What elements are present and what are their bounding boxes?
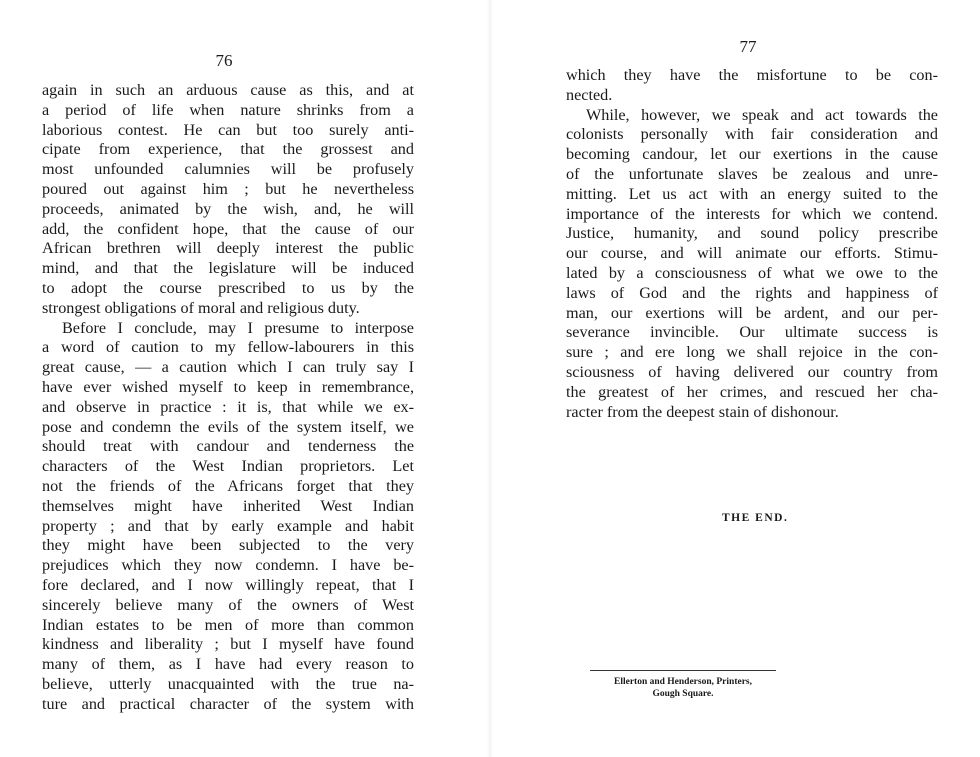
printer-divider bbox=[590, 670, 776, 671]
text-line: pose and condemn the evils of the system itself, we bbox=[42, 417, 414, 436]
text-line: many of them, as I have had every reason to bbox=[42, 655, 414, 674]
text-line: Indian estates to be men of more than common bbox=[42, 615, 414, 634]
page-number-left: 76 bbox=[215, 51, 233, 70]
text-line: Justice, humanity, and sound policy prescribe bbox=[566, 224, 938, 243]
text-line: laws of God and the rights and happiness of bbox=[566, 283, 938, 302]
text-line: cipate from experience, that the grossest and bbox=[42, 140, 414, 159]
text-line: they might have been subjected to the very bbox=[42, 536, 414, 555]
text-line: characters of the West Indian proprietors. Let bbox=[42, 457, 414, 476]
text-line: most unfounded calumnies will be profusely bbox=[42, 160, 414, 179]
text-line: While, however, we speak and act towards the bbox=[586, 105, 938, 124]
text-line: mind, and that the legislature will be induced bbox=[42, 259, 414, 278]
the-end-label: THE END. bbox=[722, 512, 789, 524]
text-line: prejudices which they now condemn. I have be- bbox=[42, 556, 414, 575]
text-line: importance of the interests for which we contend. bbox=[566, 204, 938, 223]
text-line: proceeds, animated by the wish, and, he will bbox=[42, 199, 414, 218]
text-line: the greatest of her crimes, and rescued her cha- bbox=[566, 382, 938, 401]
text-line: sure ; and ere long we shall rejoice in the con- bbox=[566, 343, 938, 362]
text-line: poured out against him ; but he nevertheless bbox=[42, 179, 414, 198]
text-line: which they have the misfortune to be con- bbox=[566, 66, 938, 84]
text-line: mitting. Let us act with an energy suited to the bbox=[566, 184, 938, 203]
text-line: sincerely believe many of the owners of West bbox=[42, 595, 414, 614]
right-page-text bbox=[566, 66, 938, 422]
text-line: Before I conclude, may I presume to interpose bbox=[62, 318, 414, 337]
text-line: our course, and will animate our efforts. Stimu- bbox=[566, 244, 938, 263]
text-line: great cause, — a caution which I can truly say I bbox=[42, 358, 414, 377]
text-line: sciousness of having delivered our country from bbox=[566, 362, 938, 381]
text-line: should treat with candour and tenderness the bbox=[42, 437, 414, 456]
text-line: becoming candour, let our exertions in the cause bbox=[566, 145, 938, 164]
text-line: of the unfortunate slaves be zealous and unre- bbox=[566, 164, 938, 183]
text-line: add, the confident hope, that the cause of our bbox=[42, 219, 414, 238]
text-line: racter from the deepest stain of dishonour. bbox=[566, 402, 839, 421]
text-line: strongest obligations of moral and religious duty. bbox=[42, 298, 360, 317]
text-line: believe, utterly unacquainted with the true na- bbox=[42, 674, 414, 693]
text-line: lated by a consciousness of what we owe to the bbox=[566, 263, 938, 282]
text-line: a period of life when nature shrinks from a bbox=[42, 100, 414, 119]
text-line: a word of caution to my fellow-labourers in this bbox=[42, 338, 414, 357]
printer-imprint bbox=[580, 676, 786, 700]
text-line: severance invincible. Our ultimate success is bbox=[566, 323, 938, 342]
text-line: kindness and liberality ; but I myself have found bbox=[42, 635, 414, 654]
text-line: ture and practical character of the system with bbox=[42, 694, 414, 713]
text-line: and observe in practice : it is, that while we ex- bbox=[42, 397, 414, 416]
text-line: to adopt the course prescribed to us by the bbox=[42, 278, 414, 297]
left-page-text bbox=[42, 81, 414, 715]
printer-name: Ellerton and Henderson, Printers, bbox=[613, 677, 752, 687]
text-line: property ; and that by early example and habit bbox=[42, 516, 414, 535]
text-line: laborious contest. He can but too surely anti- bbox=[42, 120, 414, 139]
text-line: African brethren will deeply interest the public bbox=[42, 239, 414, 258]
page-number-right: 77 bbox=[739, 37, 757, 56]
printer-address: Gough Square. bbox=[652, 689, 714, 699]
text-line: fore declared, and I now willingly repeat, that I bbox=[42, 575, 414, 594]
text-line: not the friends of the Africans forget that they bbox=[42, 476, 414, 495]
text-line: man, our exertions will be ardent, and our per- bbox=[566, 303, 938, 322]
right-page bbox=[490, 0, 980, 757]
text-line: have ever wished myself to keep in remembrance, bbox=[42, 377, 414, 396]
text-line: themselves might have inherited West Indian bbox=[42, 496, 414, 515]
text-line: nected. bbox=[566, 85, 613, 104]
text-line: again in such an arduous cause as this, and at bbox=[42, 81, 414, 99]
text-line: colonists personally with fair consideration and bbox=[566, 125, 938, 144]
